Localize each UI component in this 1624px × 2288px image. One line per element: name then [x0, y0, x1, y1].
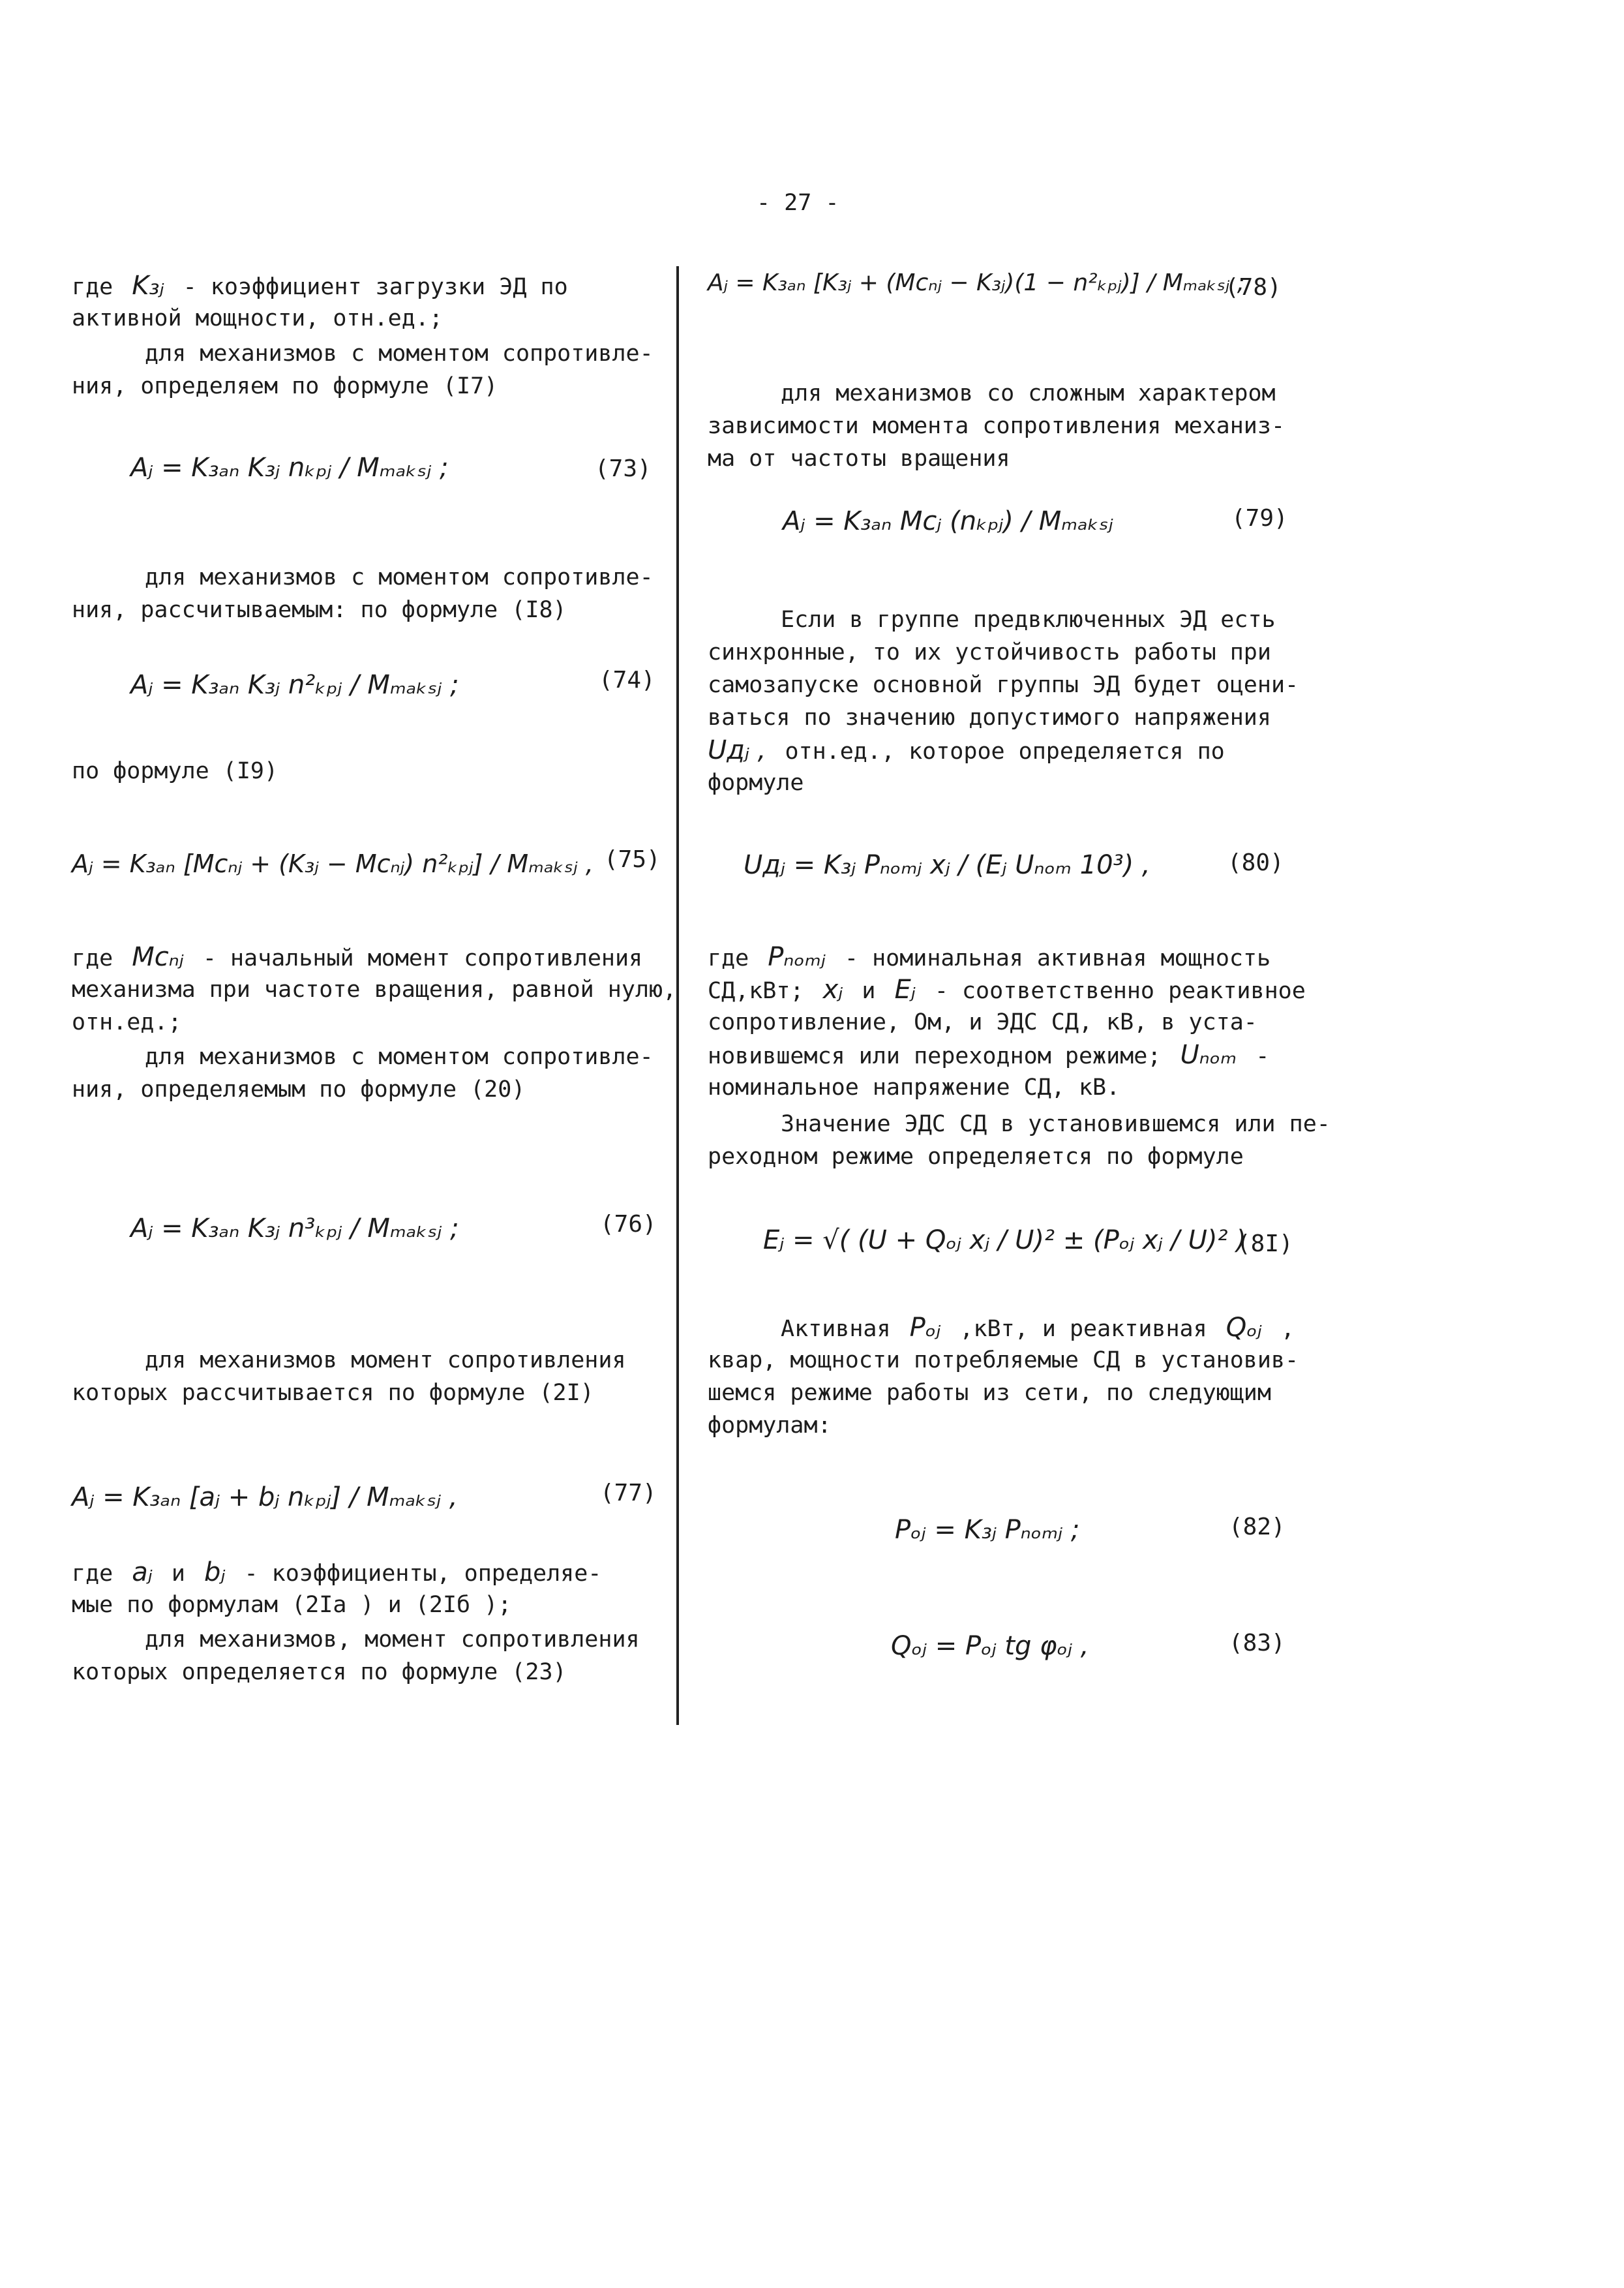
right-p3-and: и: [862, 978, 876, 1004]
right-p3-rest: - номинальная активная мощность: [844, 945, 1271, 971]
right-p1-line3: ма от частоты вращения: [708, 446, 1010, 472]
symbol-qoj: Qₒⱼ: [1226, 1313, 1262, 1343]
symbol-pnomj: Pₙₒₘⱼ: [768, 942, 826, 972]
right-p3-line2a: СД,кВт;: [708, 978, 804, 1004]
left-p1-line2: активной мощности, отн.ед.;: [72, 305, 443, 331]
right-p3-line3: сопротивление, Ом, и ЭДС СД, кВ, в уста-: [708, 1009, 1257, 1035]
formula-75: Aⱼ = K₃ₐₙ [Mсₙⱼ + (K₃ⱼ − Mсₙⱼ) n²ₖₚⱼ] / Mₘₐₖₛⱼ ,: [72, 849, 594, 878]
right-p2-line5: [708, 734, 1225, 768]
formula-77: Aⱼ = K₃ₐₙ [aⱼ + bⱼ nₖₚⱼ] / Mₘₐₖₛⱼ ,: [72, 1482, 458, 1512]
eq-number-79: (79): [1231, 505, 1288, 532]
eq-number-76: (76): [600, 1211, 657, 1238]
right-p5-a: Активная: [781, 1316, 891, 1342]
eq-number-78: (78): [1225, 274, 1282, 301]
eq-number-83: (83): [1229, 1630, 1286, 1656]
left-p5-line1: [72, 941, 642, 975]
formula-78: Aⱼ = K₃ₐₙ [K₃ⱼ + (Mсₙⱼ − K₃ⱼ)(1 − n²ₖₚⱼ)] / Mₘₐₖₛⱼ ;: [708, 269, 1245, 296]
formula-76: Aⱼ = K₃ₐₙ K₃ⱼ n³ₖₚⱼ / Mₘₐₖₛⱼ ;: [130, 1213, 459, 1243]
right-p1-line1: для механизмов со сложным характером: [781, 380, 1276, 406]
right-p1-line2: зависимости момента сопротивления механиз-: [708, 413, 1286, 439]
eq-number-80: (80): [1227, 849, 1284, 876]
formula-73: Aⱼ = K₃ₐₙ K₃ⱼ nₖₚⱼ / Mₘₐₖₛⱼ ;: [130, 453, 449, 483]
right-p5-b: ,кВт, и реактивная: [959, 1316, 1207, 1342]
formula-81: Eⱼ = √( (U + Qₒⱼ xⱼ / U)² ± (Pₒⱼ xⱼ / U)² ): [763, 1225, 1246, 1255]
right-p5-line4: формулам:: [708, 1412, 832, 1439]
symbol-k3j: K₃ⱼ: [132, 271, 164, 301]
left-p8-line2: мые по формулам (2Iа ) и (2Iб );: [72, 1592, 512, 1618]
left-p7-line2: которых рассчитывается по формуле (2I): [72, 1380, 594, 1406]
right-p5-line1: [781, 1311, 1295, 1345]
formula-79: Aⱼ = K₃ₐₙ Mсⱼ (nₖₚⱼ) / Mₘₐₖₛⱼ: [783, 506, 1113, 536]
right-p3-line5: номинальное напряжение СД, кВ.: [708, 1075, 1120, 1101]
column-divider: [676, 266, 679, 1725]
left-p4: по формуле (I9): [72, 758, 278, 784]
eq-number-82: (82): [1229, 1514, 1286, 1540]
left-p5-line2: механизма при частоте вращения, равной нулю,: [72, 977, 677, 1003]
formula-82: Pₒⱼ = K₃ⱼ Pₙₒₘⱼ ;: [895, 1515, 1080, 1545]
eq-number-77: (77): [600, 1480, 657, 1506]
right-p2-line5-rest: отн.ед., которое определяется по: [785, 739, 1225, 765]
right-p2-line6: формуле: [708, 770, 804, 796]
left-p9-line2: которых определяется по формуле (23): [72, 1659, 567, 1685]
left-p2-line2: ния, определяем по формуле (I7): [72, 373, 498, 399]
eq-number-74: (74): [599, 667, 655, 694]
right-p5-line3: шемся режиме работы из сети, по следующим: [708, 1380, 1271, 1406]
left-p1-where: где: [72, 274, 113, 300]
right-p3-line1: [708, 941, 1271, 975]
left-p3-line1: для механизмов с моментом сопротивле-: [145, 564, 654, 590]
right-p4-line1: Значение ЭДС СД в установившемся или пе-: [781, 1111, 1331, 1137]
eq-number-81: (8I): [1237, 1230, 1293, 1257]
left-p8-where: где: [72, 1561, 113, 1587]
symbol-poj: Pₒⱼ: [909, 1313, 941, 1343]
page-number: - 27 -: [757, 190, 839, 216]
right-p4-line2: реходном режиме определяется по формуле: [708, 1144, 1244, 1170]
symbol-aj: aⱼ: [132, 1557, 153, 1587]
right-p2-line1: Если в группе предвключенных ЭД есть: [781, 607, 1276, 633]
symbol-ej: Eⱼ: [894, 975, 916, 1005]
left-p3-line2: ния, рассчитываемым: по формуле (I8): [72, 597, 567, 623]
left-p1-line1: [72, 269, 568, 303]
right-p2-line4: ваться по значению допустимого напряжения: [708, 705, 1271, 731]
left-p5-rest: - начальный момент сопротивления: [202, 945, 643, 971]
right-p3-line4a: новившемся или переходном режиме;: [708, 1043, 1162, 1069]
right-p3-line2: [708, 973, 1306, 1007]
right-p5-line2: квар, мощности потребляемые СД в установив-: [708, 1347, 1299, 1373]
left-p8-line1: [72, 1556, 601, 1590]
symbol-bj: bⱼ: [204, 1557, 226, 1587]
left-p5-where: где: [72, 945, 113, 971]
left-p5-line3: отн.ед.;: [72, 1009, 182, 1035]
symbol-unom: Uₙₒₘ: [1180, 1040, 1237, 1070]
left-p8-rest: - коэффициенты, определяе-: [244, 1561, 602, 1587]
symbol-mcnj: Mсₙⱼ: [132, 942, 184, 972]
right-p2-line2: синхронные, то их устойчивость работы при: [708, 639, 1271, 665]
right-p3-line4: [708, 1039, 1269, 1073]
left-p1-rest: - коэффициент загрузки ЭД по: [183, 274, 568, 300]
left-p2-line1: для механизмов с моментом сопротивле-: [145, 341, 654, 367]
left-p6-line1: для механизмов с моментом сопротивле-: [145, 1044, 654, 1070]
eq-number-73: (73): [595, 455, 652, 482]
left-p8-and: и: [171, 1561, 185, 1587]
right-p3-line4b: -: [1256, 1043, 1270, 1069]
left-p6-line2: ния, определяемым по формуле (20): [72, 1076, 526, 1103]
left-p7-line1: для механизмов момент сопротивления: [145, 1347, 626, 1373]
formula-80: Uдⱼ = K₃ⱼ Pₙₒₘⱼ xⱼ / (Eⱼ Uₙₒₘ 10³) ,: [744, 850, 1150, 880]
right-p3-line2b: - соответственно реактивное: [934, 978, 1306, 1004]
eq-number-75: (75): [604, 846, 661, 873]
formula-74: Aⱼ = K₃ₐₙ K₃ⱼ n²ₖₚⱼ / Mₘₐₖₛⱼ ;: [130, 670, 459, 700]
left-p9-line1: для механизмов, момент сопротивления: [145, 1626, 640, 1653]
right-p5-c: ,: [1280, 1316, 1295, 1342]
symbol-xj: xⱼ: [822, 975, 843, 1005]
symbol-udj: Uдⱼ ,: [708, 735, 766, 765]
right-p2-line3: самозапуске основной группы ЭД будет оцени-: [708, 672, 1299, 698]
formula-83: Qₒⱼ = Pₒⱼ tg φₒⱼ ,: [891, 1631, 1089, 1661]
right-p3-where: где: [708, 945, 749, 971]
